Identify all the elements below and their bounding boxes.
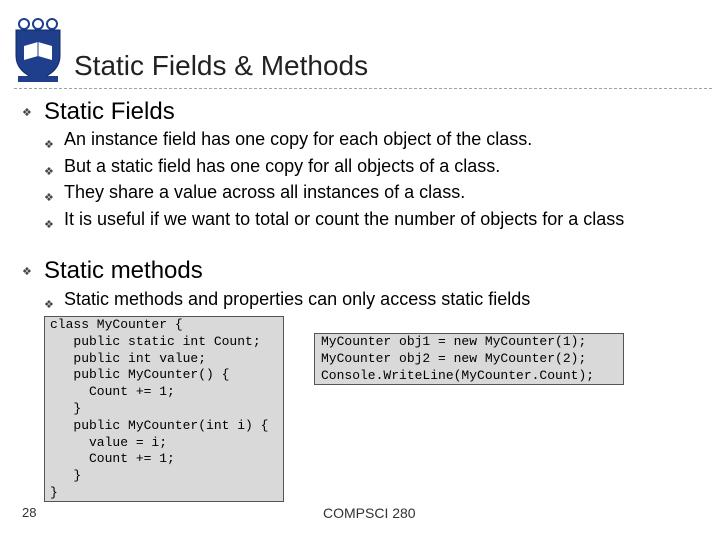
code-block-class-definition xyxy=(44,316,284,502)
diamond-bullet-icon: ❖ xyxy=(22,106,32,119)
diamond-bullet-icon: ❖ xyxy=(44,298,54,311)
code-block-usage xyxy=(314,333,624,385)
bullet-text: Static methods xyxy=(44,257,203,284)
bullet-text: Static Fields xyxy=(44,98,175,125)
sub-bullet-text: It is useful if we want to total or count the number of objects for a class xyxy=(64,209,625,229)
university-crest-icon xyxy=(10,14,66,84)
sub-bullet-text: An instance field has one copy for each object of the class. xyxy=(64,129,533,149)
diamond-bullet-icon: ❖ xyxy=(44,218,54,231)
sub-bullet-text: They share a value across all instances of a class. xyxy=(64,182,466,202)
course-name: COMPSCI 280 xyxy=(323,505,416,521)
diamond-bullet-icon: ❖ xyxy=(44,138,54,151)
code-text: class MyCounter { public static int Count; public int value; public MyCounter() { Count += 1; } public MyCounter(int i) { value = i; Count += 1; } } xyxy=(50,317,269,500)
diamond-bullet-icon: ❖ xyxy=(44,191,54,204)
slide-title: Static Fields & Methods xyxy=(74,50,369,81)
diamond-bullet-icon: ❖ xyxy=(22,265,32,278)
diamond-bullet-icon: ❖ xyxy=(44,165,54,178)
sub-bullet-text: But a static field has one copy for all objects of a class. xyxy=(64,156,501,176)
page-number: 28 xyxy=(22,505,37,520)
title-divider xyxy=(14,88,712,89)
sub-bullet-text: Static methods and properties can only access static fields xyxy=(64,289,531,309)
code-text: MyCounter obj1 = new MyCounter(1); MyCounter obj2 = new MyCounter(2); Console.WriteLine(MyCounter.Count); xyxy=(321,334,595,383)
